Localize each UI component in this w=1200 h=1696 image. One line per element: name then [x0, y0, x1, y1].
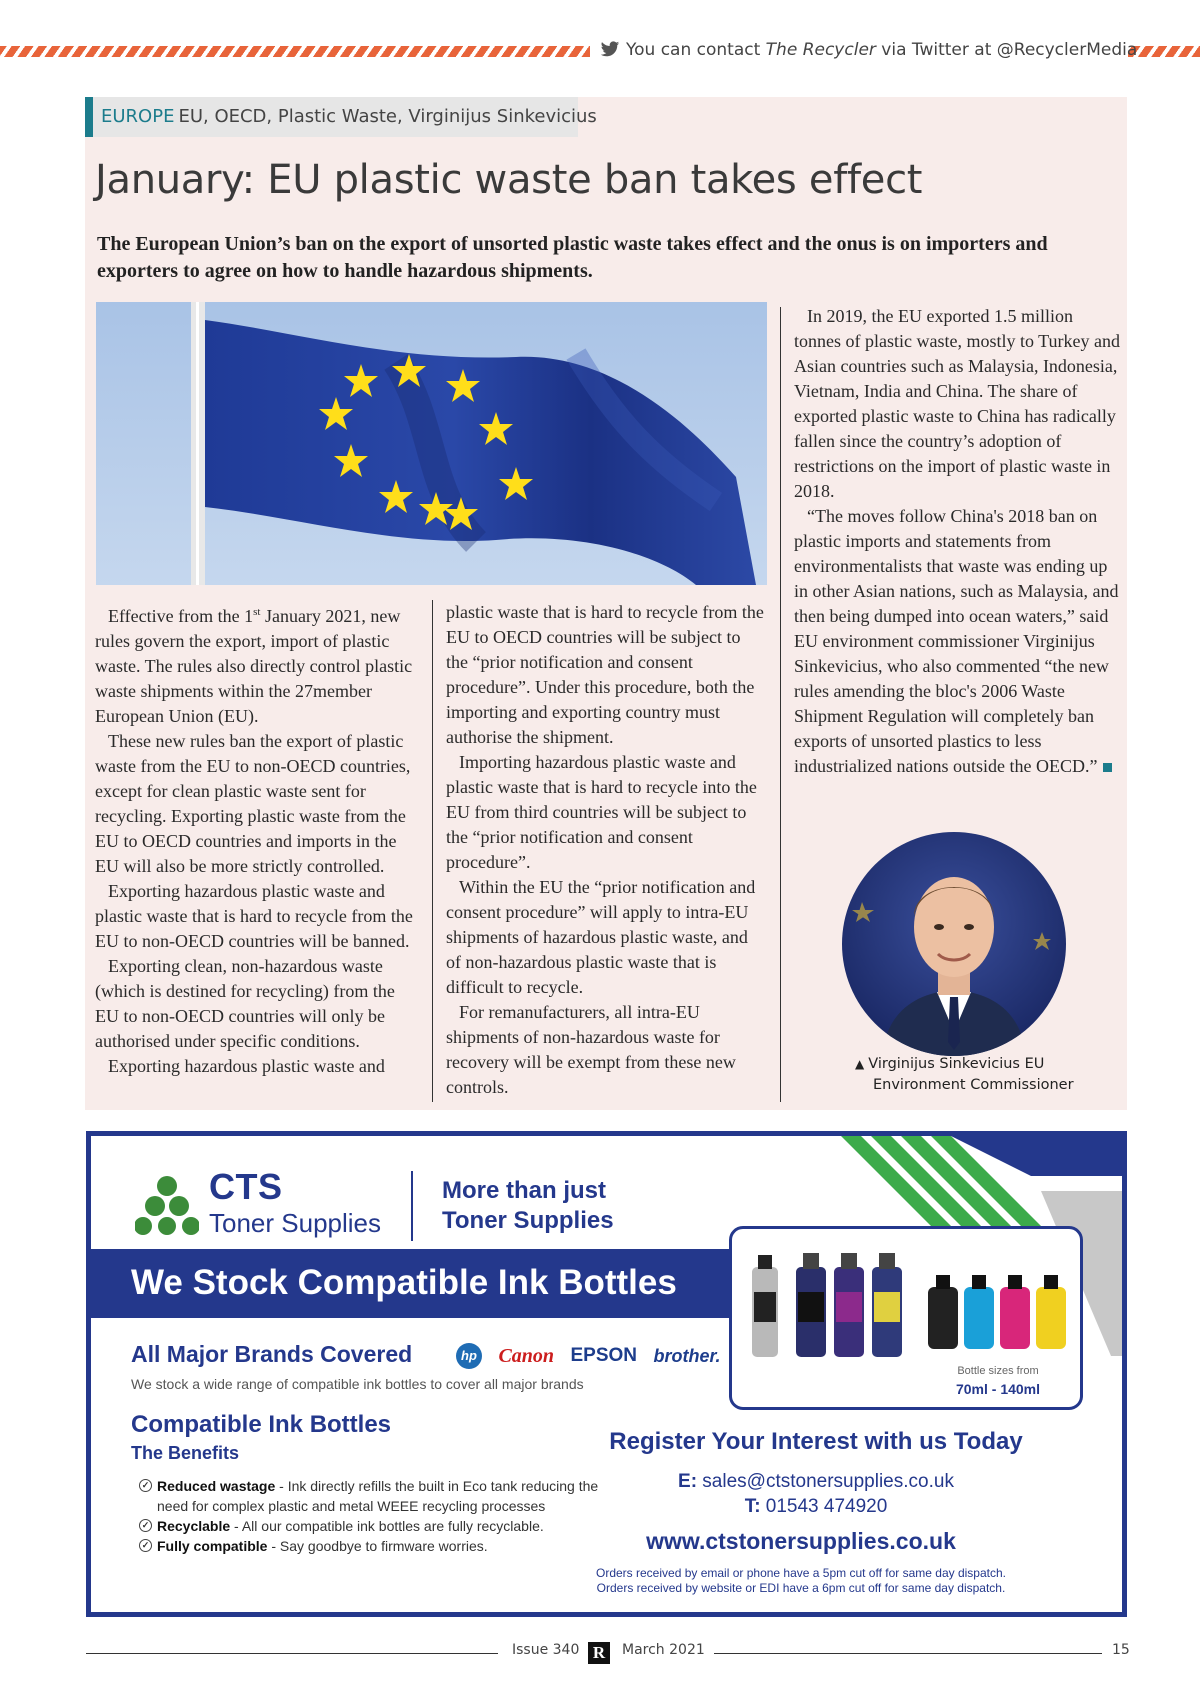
brand-subtitle: Toner Supplies — [209, 1208, 381, 1238]
bottle-sizes-range: 70ml - 140ml — [955, 1381, 1041, 1397]
article-paragraph — [794, 504, 1124, 779]
check-circle-icon: ✓ — [139, 1539, 152, 1552]
tagline-line-1: More than just — [442, 1177, 607, 1204]
caption-role: Environment Commissioner — [873, 1077, 1074, 1093]
benefit-title: Fully compatible — [157, 1538, 268, 1554]
article-paragraph: Exporting hazardous plastic waste and — [108, 1056, 385, 1076]
issue-number: Issue 340 — [512, 1642, 580, 1658]
order-cutoff-info — [571, 1566, 1031, 1596]
article-paragraph: These new rules ban the export of plastic waste from the EU to non-OECD countries, except for clean plastic waste sent for recycling. Exporting plastic waste from the EU to OECD countries and imports in the EU will also be more strictly controlled. — [95, 731, 411, 876]
caption-triangle-icon: ▲ — [855, 1057, 865, 1071]
order-cutoff-line: Orders received by website or EDI have a 6pm cut off for same day dispatch. — [596, 1581, 1006, 1595]
ad-banner-text: We Stock Compatible Ink Bottles — [131, 1263, 677, 1302]
logo-divider — [411, 1171, 413, 1241]
lead-prefix: Effective from the 1 — [108, 606, 254, 626]
quote-text: “The moves follow China's 2018 ban on plastic imports and statements from environmentalists that waste was ending up in other Asian nations, such as Malaysia, and then being dumped into ocean waters,” said EU environment commissioner Virginijus Sinkevicius, who also commented “the new rules amending the bloc's 2006 Waste Shipment Regulation will completely ban exports of unsorted plastics to less industrialized nations outside the OECD.” — [794, 506, 1119, 776]
benefit-text: - Say goodbye to firmware worries. — [267, 1538, 488, 1554]
article-paragraph: Importing hazardous plastic waste and plastic waste that is hard to recycle into the EU from third countries will be subject to the “prior notification and consent procedure”. — [446, 752, 757, 872]
register-heading: Register Your Interest with us Today — [609, 1428, 1023, 1455]
check-circle-icon: ✓ — [139, 1519, 152, 1532]
product-image-box — [729, 1226, 1083, 1410]
issue-date: March 2021 — [622, 1642, 705, 1658]
canon-logo: Canon — [498, 1344, 555, 1367]
benefits-list — [139, 1476, 599, 1556]
brand-name: CTS — [209, 1166, 283, 1207]
article-paragraph: In 2019, the EU exported 1.5 million tonnes of plastic waste, mostly to Turkey and Asian countries such as Malaysia, Indonesia, Vietnam, India and China. The share of exported plastic waste to China has radically fallen since the country’s adoption of restrictions on the import of plastic waste in 2018. — [794, 306, 1120, 501]
website-link[interactable]: www.ctstonersupplies.co.uk — [646, 1528, 956, 1554]
twitter-contact-line — [600, 40, 1138, 64]
compatible-title: Compatible Ink Bottles — [131, 1411, 392, 1438]
article-headline: January: EU plastic waste ban takes effect — [95, 157, 923, 203]
order-cutoff-line: Orders received by email or phone have a 5pm cut off for same day dispatch. — [596, 1566, 1006, 1580]
twitter-bird-icon — [600, 41, 620, 58]
column-rule — [432, 600, 433, 1102]
tag-bar — [85, 97, 597, 137]
brother-logo: brother. — [653, 1345, 721, 1366]
bottle-sizes-label: Bottle sizes from — [957, 1365, 1039, 1377]
article-paragraph: plastic waste that is hard to recycle from the EU to OECD countries will be subject to the “prior notification and consent procedure”. Under this procedure, both the importing and exporting country must authorise the shipment. — [446, 602, 764, 747]
article-column-1 — [95, 600, 420, 1079]
article-paragraph: Exporting clean, non-hazardous waste (which is destined for recycling) from the EU to non-OECD countries will only be authorised under specific conditions. — [95, 956, 395, 1051]
footer-rule — [714, 1653, 1102, 1654]
epson-logo: EPSON — [570, 1345, 638, 1366]
cts-logo-icon — [135, 1174, 199, 1238]
contact-suffix: via Twitter at @RecyclerMedia — [875, 40, 1138, 60]
publication-name: The Recycler — [765, 40, 876, 60]
contact-prefix: You can contact — [626, 40, 766, 60]
brand-logos — [456, 1343, 733, 1371]
portrait-caption — [855, 1054, 1115, 1096]
article-panel — [85, 97, 1127, 1110]
article-column-3 — [794, 304, 1124, 779]
phone-number[interactable]: 01543 474920 — [760, 1496, 888, 1517]
article-column-2 — [446, 600, 766, 1100]
commissioner-portrait — [842, 832, 1066, 1056]
article-standfirst: The European Union’s ban on the export of unsorted plastic waste takes effect and the onus is on importers and exporters to agree on how to handle hazardous shipments. — [97, 233, 1048, 282]
contact-details — [591, 1469, 1041, 1519]
caption-name: Virginijus Sinkevicius — [868, 1056, 1020, 1072]
phone-label: T: — [744, 1496, 761, 1517]
hp-logo: hp — [456, 1343, 482, 1369]
footer-rule — [86, 1653, 498, 1654]
region-tag[interactable]: EUROPE — [101, 106, 175, 127]
email-label: E: — [678, 1471, 698, 1492]
decorative-stripe-right — [1128, 46, 1200, 57]
brands-title: All Major Brands Covered — [131, 1341, 413, 1367]
phone-line[interactable] — [591, 1494, 1041, 1519]
article-paragraph: Within the EU the “prior notification and consent procedure” will apply to intra-EU shipments of hazardous plastic waste, and of non-hazardous plastic waste that is difficult to recycle. — [446, 877, 756, 997]
article-paragraph: For remanufacturers, all intra-EU shipments of non-hazardous waste for recovery will be exempt from these new controls. — [446, 1002, 736, 1097]
list-item — [139, 1536, 599, 1556]
check-circle-icon: ✓ — [139, 1479, 152, 1492]
email-address[interactable]: sales@ctstonersupplies.co.uk — [697, 1471, 954, 1492]
brands-subtitle: We stock a wide range of compatible ink bottles to cover all major brands — [131, 1376, 584, 1392]
benefit-title: Recyclable — [157, 1518, 231, 1534]
end-of-article-mark — [1103, 763, 1112, 772]
benefit-text: - All our compatible ink bottles are fully recyclable. — [230, 1518, 544, 1534]
list-item — [139, 1516, 599, 1536]
benefit-text: - Ink directly refills the built in Eco tank reducing the need for complex plastic and metal WEEE recycling processes — [157, 1478, 599, 1514]
article-paragraph: Exporting hazardous plastic waste and plastic waste that is hard to recycle from the EU to non-OECD countries will be banned. — [95, 881, 413, 951]
topic-tags[interactable]: EU, OECD, Plastic Waste, Virginijus Sinkevicius — [178, 106, 597, 127]
recycler-logo: R — [588, 1642, 610, 1664]
decorative-stripe-left — [0, 46, 590, 57]
column-rule — [780, 307, 781, 1102]
page-number: 15 — [1112, 1642, 1130, 1658]
lead-suffix: January 2021, new rules govern the export, import of plastic waste. The rules also directly control plastic waste shipments within the 27member European Union (EU). — [95, 606, 413, 726]
benefit-title: Reduced wastage — [157, 1478, 276, 1494]
caption-role-start: EU — [1019, 1056, 1045, 1072]
article-lead-paragraph — [95, 600, 420, 729]
lead-superscript: st — [253, 606, 261, 618]
ink-bottles-image — [744, 1247, 1074, 1367]
benefits-title: The Benefits — [131, 1443, 240, 1463]
eu-flag-photo — [96, 302, 767, 585]
email-line[interactable] — [591, 1469, 1041, 1494]
list-item — [139, 1476, 599, 1516]
tagline-line-2: Toner Supplies — [442, 1207, 614, 1234]
cts-advertisement[interactable] — [86, 1131, 1127, 1617]
ad-tagline — [442, 1176, 702, 1236]
